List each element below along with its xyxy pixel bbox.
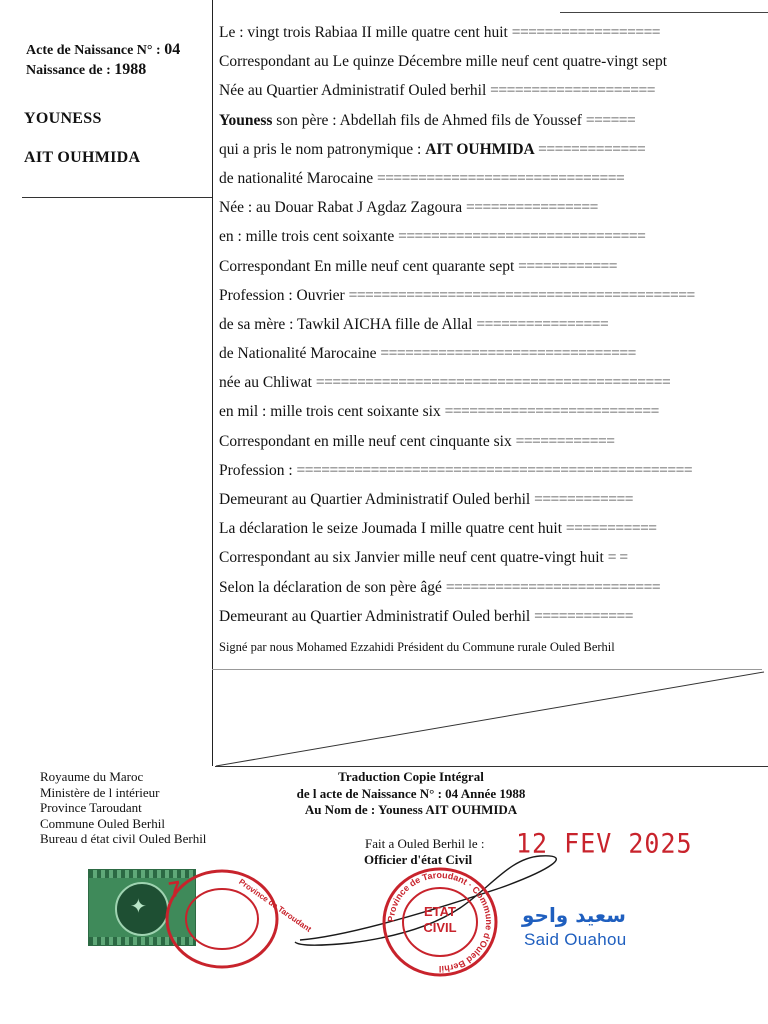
certificate-line bbox=[219, 164, 745, 193]
seal-ring-text: Province de Taroudant · Commune d'Ouled Berhil bbox=[385, 869, 495, 975]
admin-line-bureau: Bureau d état civil Ouled Berhil bbox=[40, 831, 207, 847]
line-text: en mil : mille trois cent soixante six bbox=[219, 403, 445, 421]
line-fill: ================================================ bbox=[296, 461, 693, 479]
signature-arabic-name: سعيد واحو bbox=[522, 903, 626, 927]
line-text: Correspondant En mille neuf cent quarante sept bbox=[219, 257, 519, 275]
certificate-line bbox=[219, 339, 745, 368]
line-text: Profession : bbox=[219, 461, 297, 479]
line-fill: = = bbox=[607, 549, 628, 567]
line-text: son père : Abdellah fils de Ahmed fils de Youssef bbox=[272, 111, 586, 129]
administration-block bbox=[40, 769, 206, 847]
line-text: de sa mère : Tawkil AICHA fille de Allal bbox=[219, 315, 477, 333]
line-fill: ================== bbox=[511, 24, 661, 41]
svg-text:Province de Taroudant: Province de Taroudant bbox=[237, 877, 313, 934]
certificate-line bbox=[219, 602, 745, 631]
line-text: La déclaration le seize Joumada I mille quatre cent huit bbox=[219, 520, 566, 538]
seal-center-bottom: CIVIL bbox=[423, 920, 457, 935]
certificate-line bbox=[219, 135, 745, 164]
signature-latin-name: Said Ouahou bbox=[524, 930, 627, 949]
seal-center-top: ETAT bbox=[423, 904, 457, 919]
line-text: Correspondant au Le quinze Décembre mille neuf cent quatre-vingt sept bbox=[219, 53, 668, 71]
last-name: AIT OUHMIDA bbox=[24, 149, 141, 166]
translation-nom: Au Nom de : Youness AIT OUHMIDA bbox=[304, 802, 518, 817]
certificate-line bbox=[219, 76, 745, 105]
certificate-line bbox=[219, 485, 745, 514]
certificate-line bbox=[219, 252, 745, 281]
admin-line-ministry: Ministère de l intérieur bbox=[40, 784, 160, 800]
certificate-line bbox=[219, 397, 745, 426]
line-text: Née au Quartier Administratif Ouled berhil bbox=[219, 82, 491, 100]
certificate-line bbox=[219, 281, 745, 310]
officier-label: Officier d'état Civil bbox=[364, 852, 473, 867]
certificate-line bbox=[219, 573, 745, 602]
line-fill: ========================== bbox=[444, 403, 659, 421]
certificate-line bbox=[219, 47, 745, 76]
certificate-line bbox=[219, 456, 745, 485]
line-text: en : mille trois cent soixante bbox=[219, 228, 399, 246]
acte-number: 04 bbox=[164, 41, 181, 58]
column-divider bbox=[212, 0, 213, 766]
top-rule bbox=[560, 12, 768, 13]
cancel-diagonal-line bbox=[212, 668, 768, 768]
line-fill: ================ bbox=[466, 199, 598, 217]
line-text: Le : vingt trois Rabiaa II mille quatre cent huit bbox=[219, 24, 512, 41]
left-header bbox=[26, 40, 180, 80]
certificate-line bbox=[219, 543, 745, 572]
line-fill: ====== bbox=[585, 111, 636, 129]
line-text: Selon la déclaration de son père âgé bbox=[219, 578, 446, 596]
certificate-line bbox=[219, 310, 745, 339]
line-text: Correspondant au six Janvier mille neuf cent quatre-vingt huit bbox=[219, 549, 608, 567]
translation-title: Traduction Copie Intégral bbox=[338, 769, 484, 784]
line-text: de Nationalité Marocaine bbox=[219, 345, 381, 363]
certificate-line bbox=[219, 18, 745, 47]
acte-line bbox=[26, 40, 180, 60]
line-fill: ============ bbox=[518, 257, 618, 275]
translation-header bbox=[236, 769, 586, 819]
line-bold-text: Youness bbox=[219, 111, 273, 129]
certificate-line bbox=[219, 427, 745, 456]
line-text: Profession : Ouvrier bbox=[219, 286, 349, 304]
admin-line-commune: Commune Ouled Berhil bbox=[40, 815, 165, 831]
line-fill: =========== bbox=[565, 520, 657, 538]
translation-acte: de l acte de Naissance N° : 04 Année 1988 bbox=[296, 785, 526, 801]
line-fill: ========================== bbox=[445, 578, 661, 596]
acte-label: Acte de Naissance N° : bbox=[26, 43, 161, 58]
certificate-line bbox=[219, 106, 745, 135]
line-fill: ========================================== bbox=[348, 286, 695, 304]
first-name: YOUNESS bbox=[24, 110, 102, 127]
line-fill: ============================== bbox=[376, 169, 625, 187]
left-red-seal bbox=[160, 864, 313, 974]
line-text: de nationalité Marocaine bbox=[219, 169, 377, 187]
certificate-line bbox=[219, 222, 745, 251]
line-fill: ============ bbox=[534, 607, 633, 625]
line-bold-text: AIT OUHMIDA bbox=[425, 140, 535, 158]
line-text: Née : au Douar Rabat J Agdaz Zagoura bbox=[219, 199, 467, 217]
line-text: Demeurant au Quartier Administratif Ouled berhil bbox=[219, 607, 535, 625]
naissance-line bbox=[26, 60, 180, 80]
certificate-line bbox=[219, 514, 745, 543]
admin-line-kingdom: Royaume du Maroc bbox=[40, 769, 144, 784]
line-fill: ============= bbox=[534, 140, 646, 158]
line-fill: ==================== bbox=[490, 82, 656, 100]
certificate-line bbox=[219, 368, 745, 397]
naissance-year: 1988 bbox=[114, 61, 147, 78]
line-fill: =============================== bbox=[380, 345, 636, 363]
line-text: Correspondant en mille neuf cent cinquante six bbox=[219, 432, 516, 450]
fait-a-label: Fait a Ouled Berhil le : bbox=[365, 836, 485, 851]
line-text: née au Chliwat bbox=[219, 374, 316, 392]
date-stamp: 12 FEV 2025 bbox=[516, 828, 693, 859]
signed-by-line: Signé par nous Mohamed Ezzahidi Président du Commune rurale Ouled Berhil bbox=[219, 639, 615, 654]
line-text: Demeurant au Quartier Administratif Ouled berhil bbox=[219, 491, 535, 508]
line-text: qui a pris le nom patronymique : bbox=[219, 140, 426, 158]
line-fill: =========================================== bbox=[315, 374, 671, 392]
star-icon: ✦ bbox=[130, 894, 147, 918]
certificate-line bbox=[219, 193, 745, 222]
certificate-body bbox=[219, 18, 745, 659]
line-fill: ============================== bbox=[398, 228, 646, 246]
naissance-label: Naissance de : bbox=[26, 63, 111, 78]
civil-status-seal bbox=[380, 866, 500, 978]
svg-text:7: 7 bbox=[166, 875, 184, 903]
line-fill: ============ bbox=[534, 491, 633, 508]
left-column-rule bbox=[22, 197, 212, 198]
admin-line-province: Province Taroudant bbox=[40, 800, 142, 816]
line-fill: ================ bbox=[476, 315, 609, 333]
line-fill: ============ bbox=[515, 432, 615, 450]
